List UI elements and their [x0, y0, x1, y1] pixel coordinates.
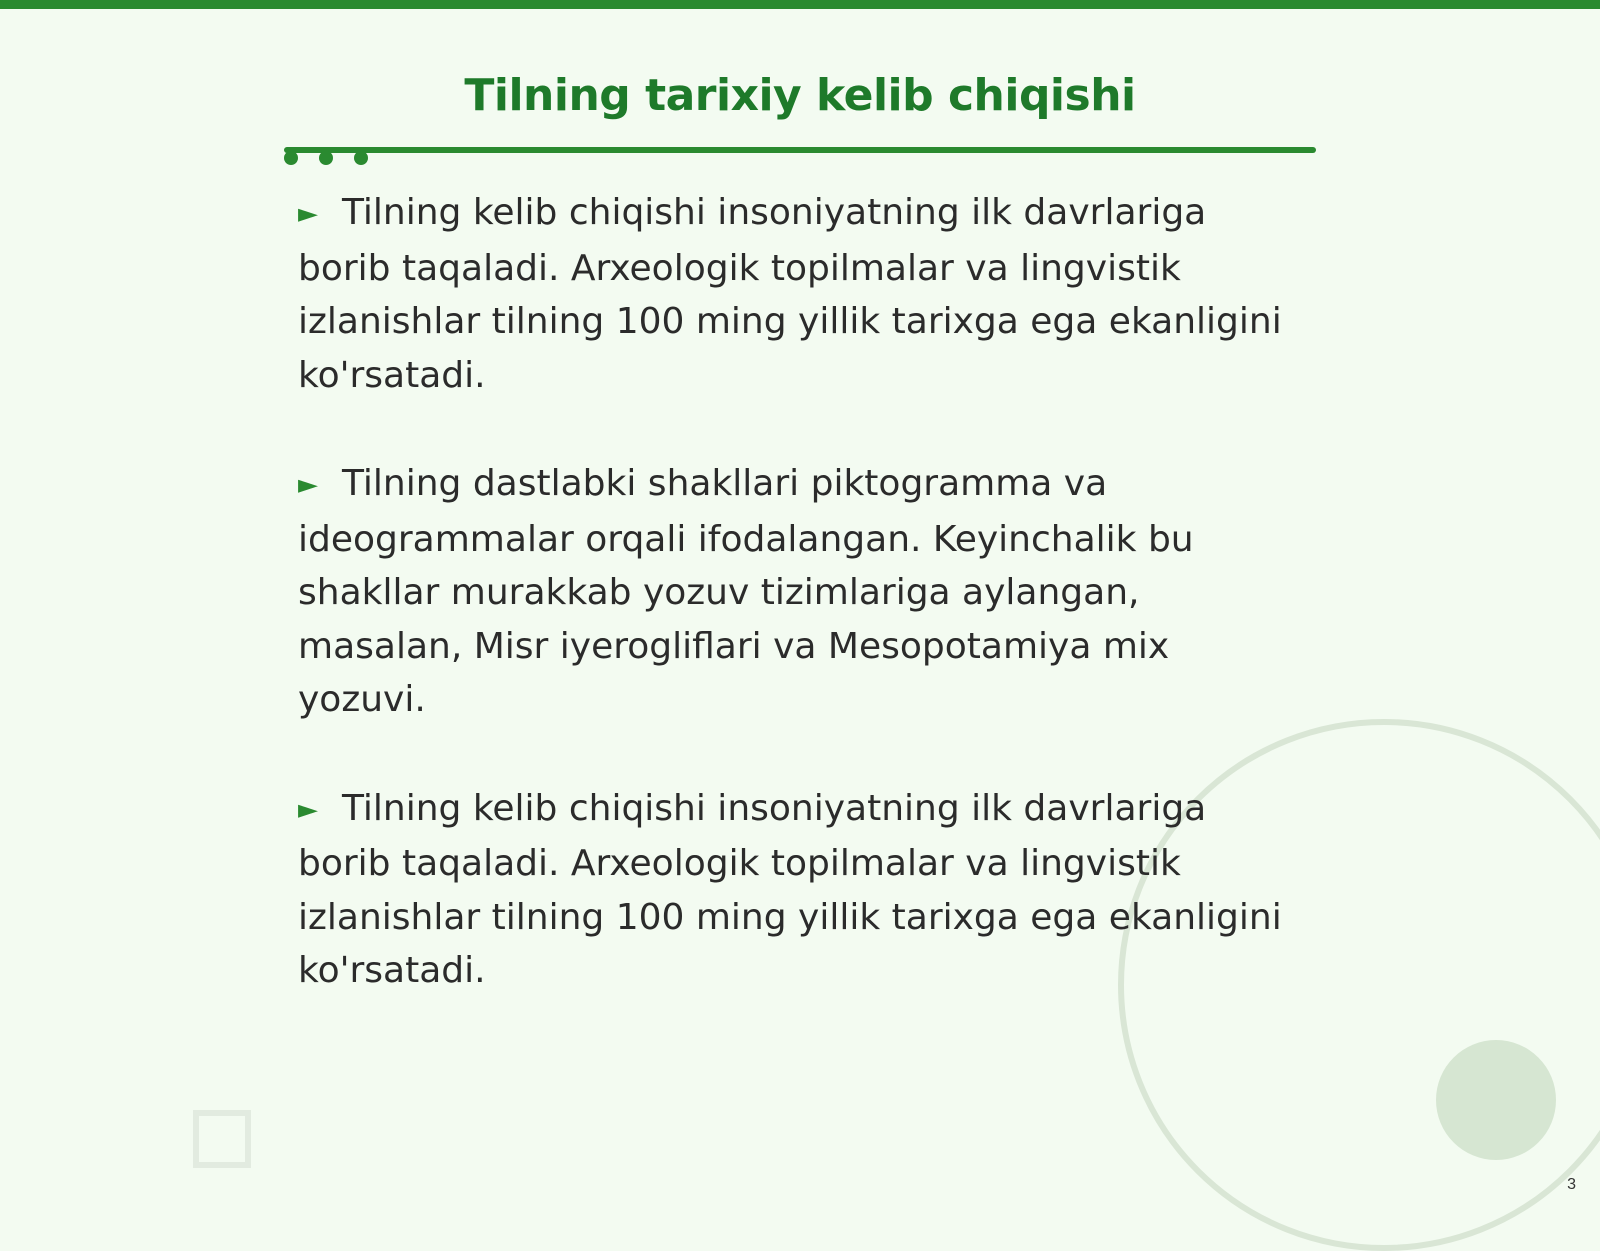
slide-body	[298, 186, 1308, 1053]
bullet-paragraph	[298, 186, 1308, 402]
bullet-paragraph	[298, 457, 1308, 727]
title-dot-1	[284, 151, 298, 165]
top-accent-bar	[0, 0, 1600, 9]
bullet-text: Tilning kelib chiqishi insoniyatning ilk davrlariga borib taqaladi. Arxeologik topilmalar va lingvistik izlanishlar tilning 100 ming yillik tarixga ega ekanligini ko'rsatadi.	[298, 787, 1282, 991]
title-dot-2	[319, 151, 333, 165]
bullet-paragraph	[298, 782, 1308, 998]
title-underline	[284, 147, 1316, 153]
bullet-arrow-icon: ►	[298, 794, 318, 825]
page-number: 3	[1567, 1176, 1576, 1193]
bullet-arrow-icon: ►	[298, 199, 318, 229]
bullet-arrow-icon: ►	[298, 470, 318, 500]
bullet-text: Tilning dastlabki shakllari piktogramma va ideogrammalar orqali ifodalangan. Keyinchalik bu shakllar murakkab yozuv tizimlariga aylangan, masalan, Misr iyerogliflari va Mesopotamiya mix yozuvi.	[298, 463, 1194, 720]
title-dot-3	[354, 151, 368, 165]
bullet-text: Tilning kelib chiqishi insoniyatning ilk davrlariga borib taqaladi. Arxeologik topilmalar va lingvistik izlanishlar tilning 100 ming yillik tarixga ega ekanligini ko'rsatadi.	[298, 192, 1282, 396]
slide-title: Tilning tarixiy kelib chiqishi	[464, 70, 1136, 121]
decorative-square	[193, 1110, 251, 1168]
decorative-circle	[1436, 1040, 1556, 1160]
